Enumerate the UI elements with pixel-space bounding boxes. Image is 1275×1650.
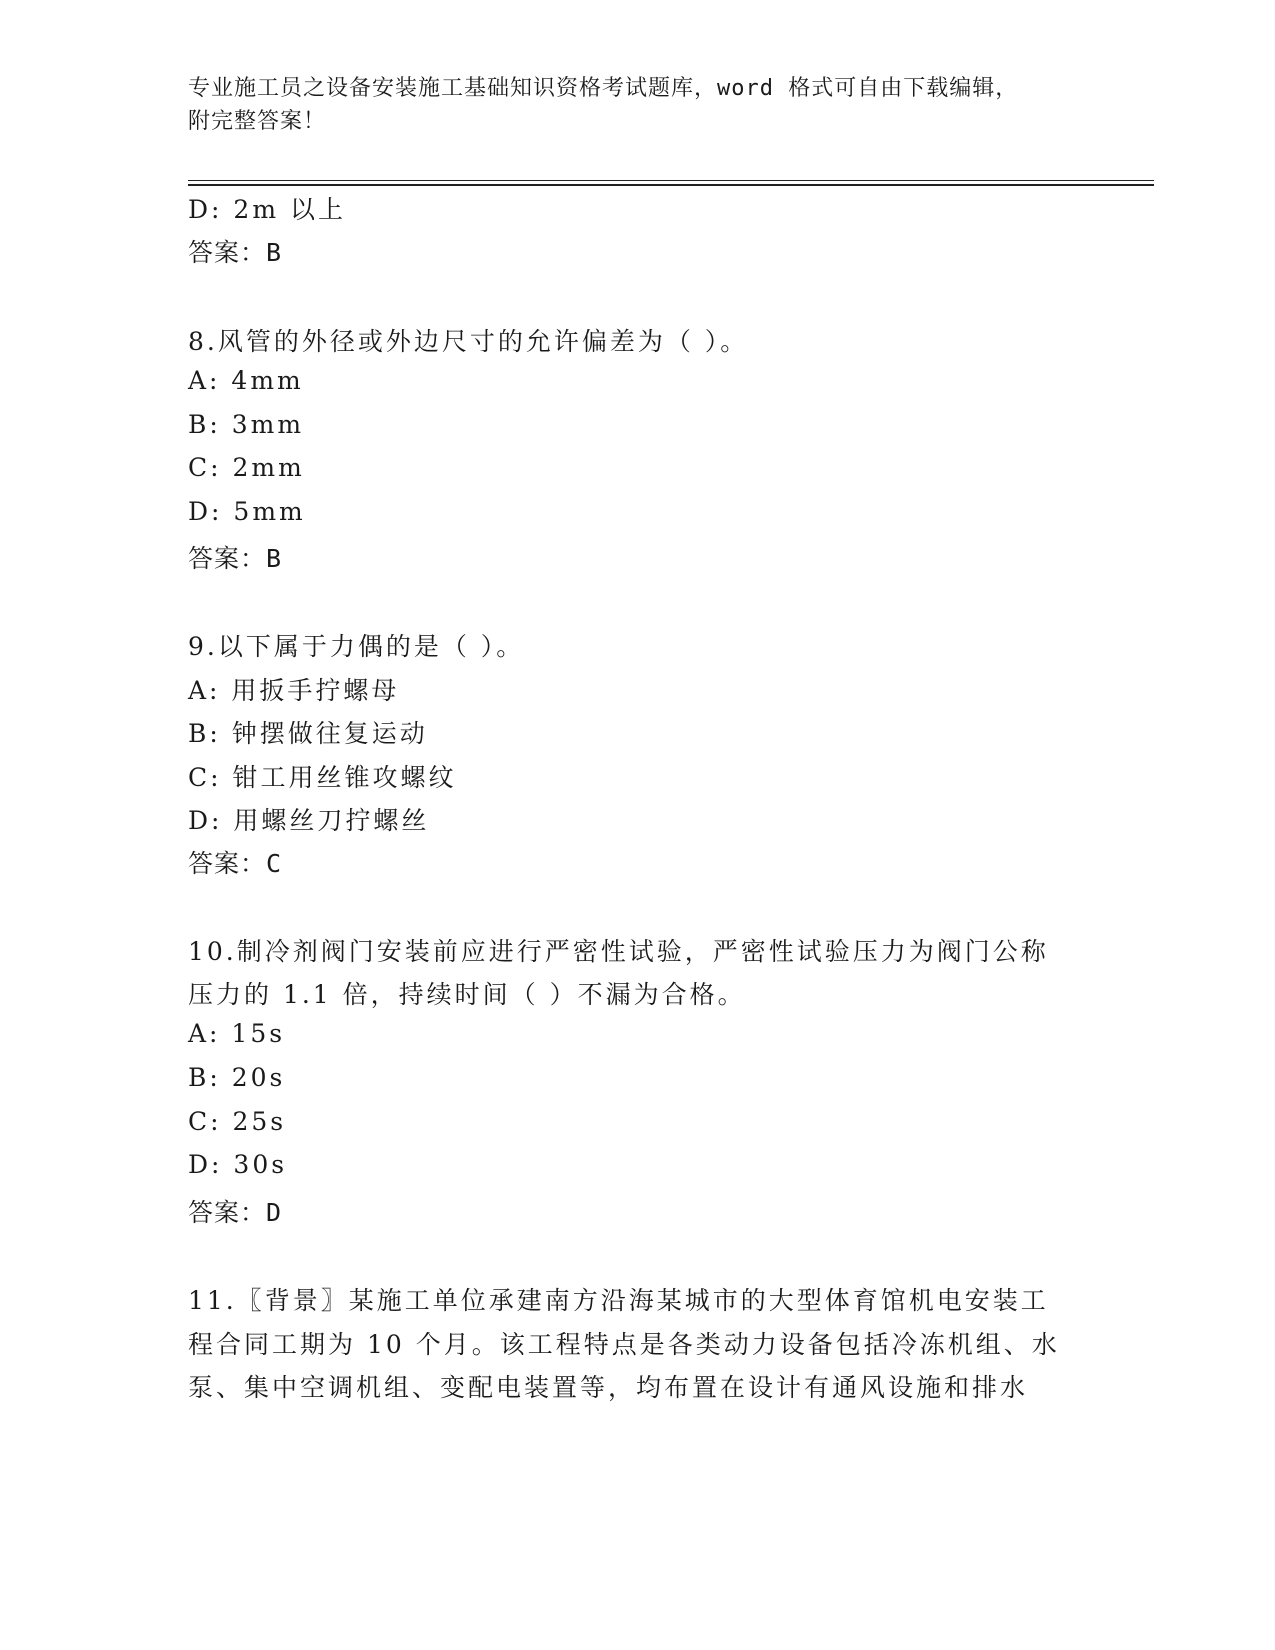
answer-value: B — [266, 238, 283, 267]
q8-option-d: D: 5mm — [188, 497, 306, 526]
q10-option-b: B: 20s — [188, 1063, 286, 1092]
q9-option-c: C: 钳工用丝锥攻螺纹 — [188, 763, 457, 792]
q9-option-d: D: 用螺丝刀拧螺丝 — [188, 806, 430, 835]
q10-option-d: D: 30s — [188, 1150, 288, 1179]
q11-line-1: 11.〖背景〗某施工单位承建南方沿海某城市的大型体育馆机电安装工 — [188, 1286, 1049, 1315]
q8-option-c: C: 2mm — [188, 453, 305, 482]
header-divider-thick — [188, 184, 1154, 186]
q8-option-a: A: 4mm — [188, 366, 304, 395]
q9-option-a: A: 用扳手拧螺母 — [188, 676, 400, 705]
prev-answer — [188, 233, 282, 269]
q10-option-a: A: 15s — [188, 1019, 286, 1048]
answer-value: B — [266, 544, 283, 573]
q8-stem: 8.风管的外径或外边尺寸的允许偏差为（ ）。 — [188, 327, 749, 356]
answer-label: 答案： — [188, 849, 267, 878]
header-divider-thin — [188, 180, 1154, 181]
q10-option-c: C: 25s — [188, 1107, 287, 1136]
document-header — [188, 72, 1068, 138]
header-line-2: 附完整答案！ — [188, 109, 327, 134]
q10-stem-line-2: 压力的 1.1 倍，持续时间（ ）不漏为合格。 — [188, 980, 746, 1009]
prev-option-d: D: 2m 以上 — [188, 195, 346, 224]
q8-answer — [188, 539, 282, 575]
answer-label: 答案： — [188, 544, 267, 573]
q8-option-b: B: 3mm — [188, 410, 305, 439]
header-line-1: 专业施工员之设备安装施工基础知识资格考试题库，word 格式可自由下载编辑， — [188, 76, 1019, 101]
answer-value: D — [266, 1198, 283, 1227]
q9-answer — [188, 844, 282, 880]
q10-answer — [188, 1193, 282, 1229]
q9-option-b: B: 钟摆做往复运动 — [188, 719, 428, 748]
answer-label: 答案： — [188, 1198, 267, 1227]
answer-value: C — [266, 849, 283, 878]
q11-line-2: 程合同工期为 10 个月。该工程特点是各类动力设备包括冷冻机组、水 — [188, 1330, 1060, 1359]
answer-label: 答案： — [188, 238, 267, 267]
q11-line-3: 泵、集中空调机组、变配电装置等，均布置在设计有通风设施和排水 — [188, 1373, 1029, 1402]
q9-stem: 9.以下属于力偶的是（ ）。 — [188, 632, 525, 661]
q10-stem-line-1: 10.制冷剂阀门安装前应进行严密性试验，严密性试验压力为阀门公称 — [188, 937, 1049, 966]
